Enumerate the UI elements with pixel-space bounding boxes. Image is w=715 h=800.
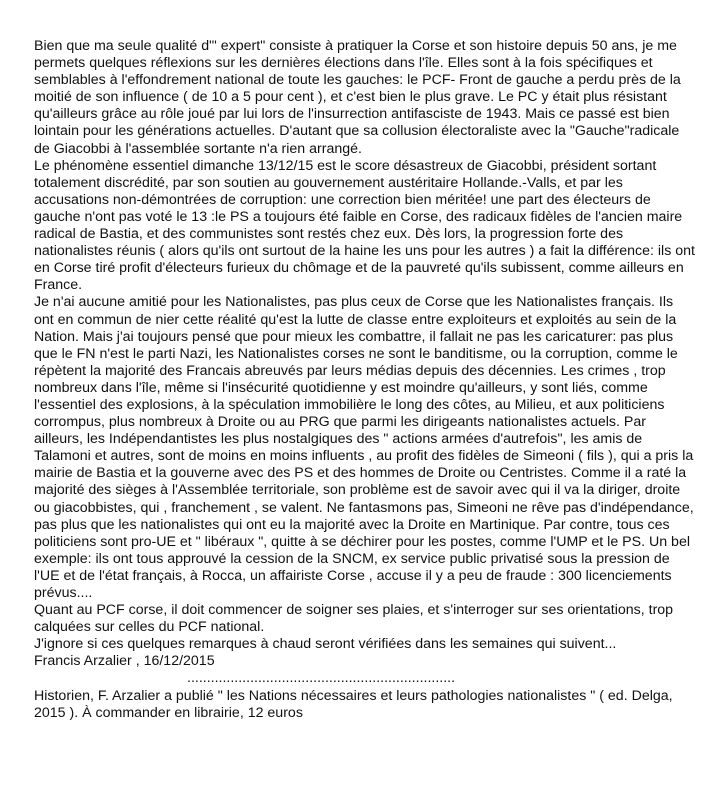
paragraph-intro: Bien que ma seule qualité d"' expert" consiste à pratiquer la Corse et son histoire depuis 50 ans, je me permets quelques réflexions sur les dernières élections dans l'île. Elles sont à la fois spécifiques et semblables à l'effondrement national de toute les gauches: le PCF- Front de gauche a perdu près de la moitié de son influence ( de 10 a 5 pour cent ), et c'est bien le plus grave. Le PC y était plus résistant qu'ailleurs grâce au rôle joué par lui lors de l'insurrection antifasciste de 1943. Mais ce passé est bien lointain pour les générations actuelles. D'autant que sa collusion électoraliste avec la "Gauche"radicale de Giacobbi à l'assemblée sortante n'a rien arrangé. <box>34 38 681 157</box>
paragraph-remarques: J'ignore si ces quelques remarques à chaud seront vérifiées dans les semaines qui suivent... <box>34 636 617 653</box>
author-note: Historien, F. Arzalier a publié " les Nations nécessaires et leurs pathologies nationalistes " ( ed. Delga, 2015 ). À commander en librairie, 12 euros <box>34 687 673 721</box>
dotted-separator: .................................................................... <box>187 670 456 687</box>
signature: Francis Arzalier , 16/12/2015 <box>34 653 215 670</box>
paragraph-nationalistes: Je n'ai aucune amitié pour les Nationalistes, pas plus ceux de Corse que les Nationalistes français. Ils ont en commun de nier cette réalité qu'est la lutte de classe entre exploiteurs et exploités au sein de la Nation. Mais j'ai toujours pensé que pour mieux les combattre, il fallait ne pas les caricaturer: pas plus que le FN n'est le parti Nazi, les Nationalistes corses ne sont le banditisme, ou la corruption, comme le répètent la majorité des Francais abreuvés par leurs médias depuis des décennies. Les crimes , trop nombreux dans l'île, même si l'insécurité quotidienne y est moindre qu'ailleurs, y sont liés, comme l'essentiel des explosions, à la spéculation immobilière le long des côtes, au Milieu, et aux politiciens corrompus, plus nombreux à Droite ou au PRG que parmi les dirigeants nationalistes actuels. Par ailleurs, les Indépendantistes les plus nostalgiques des " actions armées d'autrefois", les amis de Talamoni et autres, sont de moins en moins influents , au profit des fidèles de Simeoni ( fils ), qui a pris la mairie de Bastia et la gouverne avec des PS et des hommes de Droite ou Centristes. Comme il a raté la majorité des sièges à l'Assemblée territoriale, son problème est de savoir avec qui il va la diriger, droite ou giacobbistes, qui , franchement , se valent. Ne fantasmons pas, Simeoni ne rêve pas d'indépendance, pas plus que les nationalistes qui ont eu la majorité avec la Droite en Martinique. Par contre, tous ces politiciens sont pro-UE et " libéraux ", quitte à se déchirer pour les postes, comme l'UMP et le PS. Un bel exemple: ils ont tous approuvé la cession de la SNCM, ex service public privatisé sous la pression de l'UE et de l'état français, à Rocca, un affairiste Corse , accuse il y a peu de fraude : 300 licenciements prévus.... <box>34 294 694 601</box>
paragraph-giacobbi: Le phénomène essentiel dimanche 13/12/15 est le score désastreux de Giacobbi, président sortant totalement discrédité, par son soutien au gouvernement austéritaire Hollande.-Valls, et par les accusations non-démontrées de corruption: une correction bien méritée! une part des électeurs de gauche n'ont pas voté le 13 :le PS a toujours été faible en Corse, des radicaux fidèles de l'ancien maire radical de Bastia, et des communistes sont restés chez eux. Dès lors, la progression forte des nationalistes réunis ( alors qu'ils ont surtout de la haine les uns pour les autres ) a fait la différence: ils ont en Corse tiré profit d'électeurs furieux du chômage et de la pauvreté qu'ils subissent, comme ailleurs en France. <box>34 157 695 294</box>
paragraph-pcf: Quant au PCF corse, il doit commencer de soigner ses plaies, et s'interroger sur ses orientations, trop calquées sur celles du PCF national. <box>34 602 674 636</box>
document-body <box>34 38 696 722</box>
